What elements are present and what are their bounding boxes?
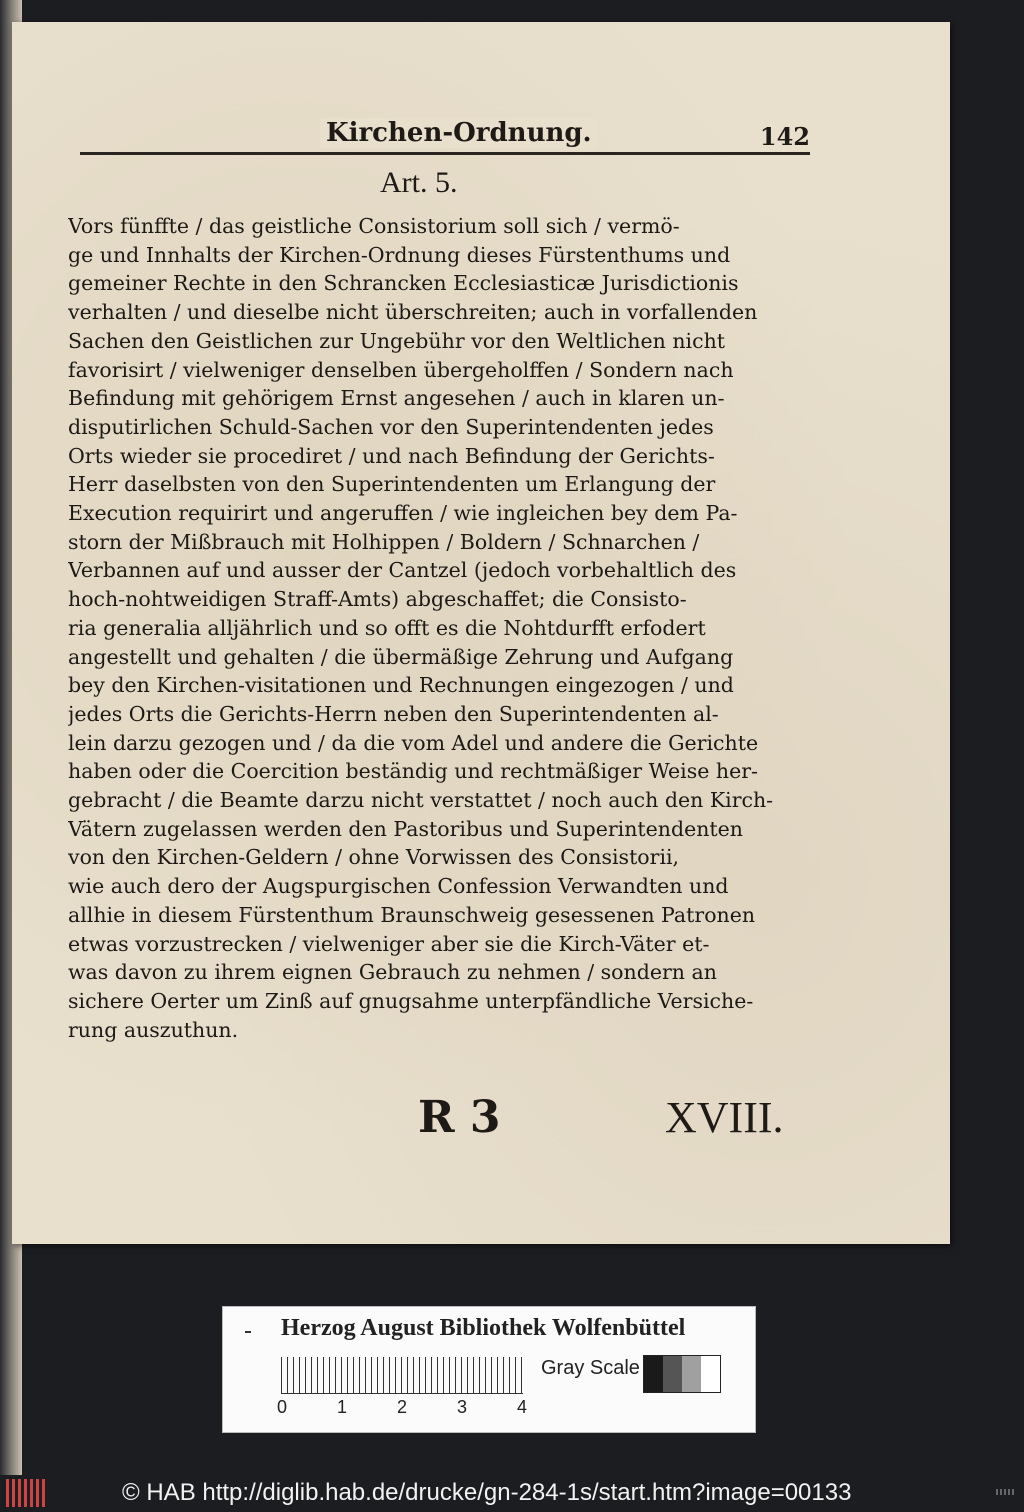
gray-patch bbox=[663, 1356, 682, 1392]
gray-patch bbox=[644, 1356, 663, 1392]
copyright-url[interactable]: © HAB http://diglib.hab.de/drucke/gn-284-1s/start.htm?image=00133 bbox=[122, 1479, 852, 1506]
text-line: Vätern zugelassen werden den Pastoribus und Superintendenten bbox=[68, 816, 744, 841]
text-line: Sachen den Geistlichen zur Ungebühr vor den Weltlichen nicht bbox=[68, 328, 726, 353]
ruler-number: 3 bbox=[457, 1397, 468, 1417]
text-line: etwas vorzustrecken / vielweniger aber sie die Kirch-Väter et- bbox=[68, 931, 710, 956]
ruler-number: 2 bbox=[397, 1397, 408, 1417]
text-line: gebracht / die Beamte darzu nicht verstattet / noch auch den Kirch- bbox=[68, 788, 774, 813]
gray-patch bbox=[701, 1356, 720, 1392]
text-line: jedes Orts die Gerichts-Herrn neben den Superintendenten al- bbox=[68, 701, 719, 726]
color-reference-card bbox=[222, 1306, 756, 1433]
running-head bbox=[80, 118, 810, 158]
text-line: angestellt und gehalten / die übermäßige Zehrung und Aufgang bbox=[68, 644, 734, 669]
signature-mark: R 3 bbox=[418, 1092, 501, 1143]
text-line: gemeiner Rechte in den Schrancken Ecclesiasticæ Jurisdictionis bbox=[68, 271, 739, 296]
article-heading: Art. 5. bbox=[380, 166, 458, 199]
text-line: was davon zu ihrem eignen Gebrauch zu nehmen / sondern an bbox=[68, 960, 717, 985]
gray-scale-label: Gray Scale bbox=[541, 1357, 640, 1379]
running-head-rule bbox=[80, 152, 810, 155]
text-line: disputirlichen Schuld-Sachen vor den Superintendenten jedes bbox=[68, 414, 714, 439]
grip-icon bbox=[996, 1489, 1016, 1495]
ruler-number: 4 bbox=[517, 1397, 528, 1417]
text-line: Orts wieder sie procediret / und nach Befindung der Gerichts- bbox=[68, 443, 715, 468]
text-line: Execution requirirt und angeruffen / wie ingleichen bey dem Pa- bbox=[68, 501, 738, 526]
page-number: 142 bbox=[754, 122, 810, 151]
card-title: Herzog August Bibliothek Wolfenbüttel bbox=[281, 1315, 686, 1341]
text-line: bey den Kirchen-visitationen und Rechnungen eingezogen / und bbox=[68, 673, 734, 698]
text-line: hoch-nohtweidigen Straff-Amts) abgeschaffet; die Consisto- bbox=[68, 587, 687, 612]
text-line: Herr daselbsten von den Superintendenten um Erlangung der bbox=[68, 472, 716, 497]
ruler-number: 0 bbox=[277, 1397, 288, 1417]
text-line: lein darzu gezogen und / da die vom Adel und andere die Gerichte bbox=[68, 730, 759, 755]
footer-bar bbox=[0, 1475, 1024, 1512]
text-line: Befindung mit gehörigem Ernst angesehen / auch in klaren un- bbox=[68, 386, 725, 411]
text-line: haben oder die Coercition beständig und rechtmäßiger Weise her- bbox=[68, 759, 758, 784]
text-line: wie auch dero der Augspurgischen Confession Verwandten und bbox=[68, 874, 729, 899]
text-line: favorisirt / vielweniger denselben übergeholffen / Sondern nach bbox=[68, 357, 734, 382]
running-title: Kirchen-Ordnung. bbox=[320, 118, 598, 148]
hab-logo-icon bbox=[6, 1479, 46, 1507]
card-dot bbox=[245, 1331, 251, 1333]
text-line: von den Kirchen-Geldern / ohne Vorwissen des Consistorii, bbox=[68, 845, 680, 870]
scale-ruler bbox=[281, 1357, 523, 1394]
text-line: ria generalia alljährlich und so offt es die Nohtdurfft erfodert bbox=[68, 615, 706, 640]
ruler-numbers bbox=[277, 1397, 537, 1421]
ruler-number: 1 bbox=[337, 1397, 348, 1417]
text-line: sichere Oerter um Zinß auf gnugsahme unterpfändliche Versiche- bbox=[68, 988, 754, 1013]
text-line: ge und Innhalts der Kirchen-Ordnung dieses Fürstenthums und bbox=[68, 242, 731, 267]
gray-scale-swatch bbox=[643, 1355, 721, 1393]
text-line: verhalten / und dieselbe nicht überschreiten; auch in vorfallenden bbox=[68, 300, 758, 325]
text-line: rung auszuthun. bbox=[68, 1017, 239, 1042]
catchword: XVIII. bbox=[665, 1093, 784, 1142]
text-line: Verbannen auf und ausser der Cantzel (jedoch vorbehaltlich des bbox=[68, 558, 737, 583]
body-text bbox=[68, 212, 808, 1044]
text-line: allhie in diesem Fürstenthum Braunschweig gesessenen Patronen bbox=[68, 902, 756, 927]
text-line: storn der Mißbrauch mit Holhippen / Boldern / Schnarchen / bbox=[68, 529, 700, 554]
text-line: Vors fünffte / das geistliche Consistorium soll sich / vermö- bbox=[68, 214, 680, 238]
gray-patch bbox=[682, 1356, 701, 1392]
